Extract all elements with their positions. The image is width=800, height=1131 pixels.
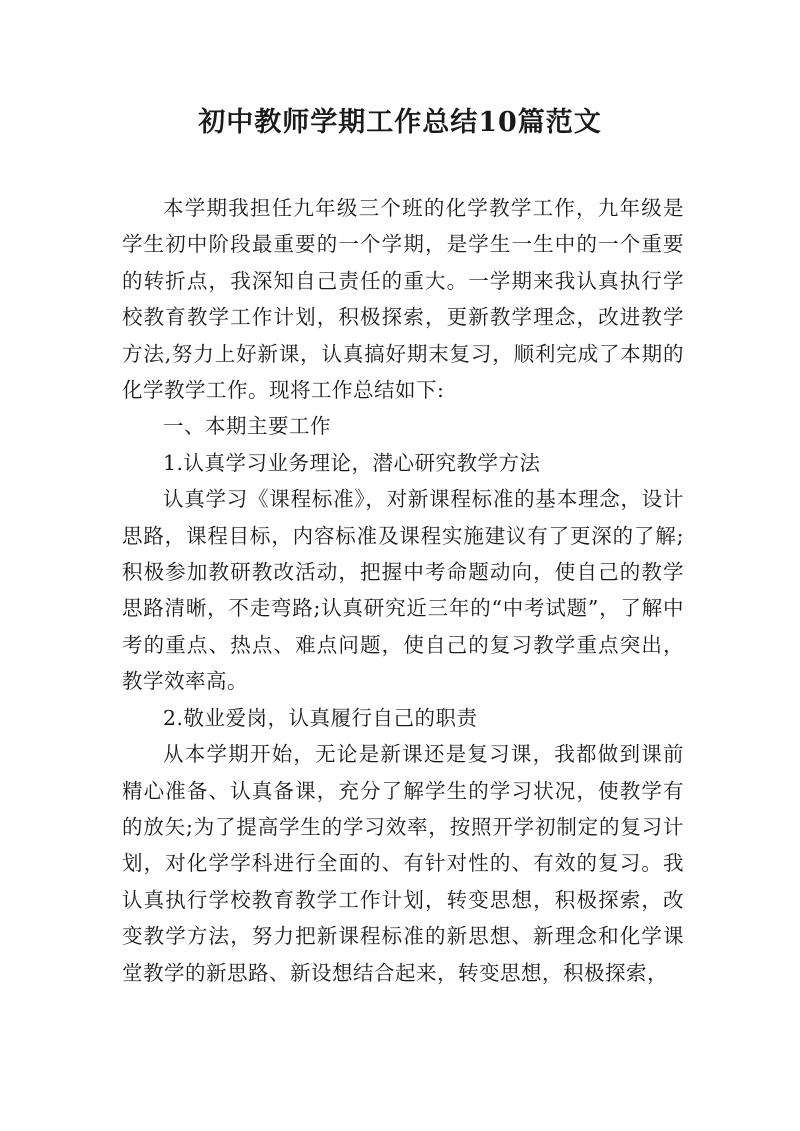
section-heading-main-work: 一、本期主要工作 bbox=[163, 414, 331, 439]
document-body bbox=[122, 190, 684, 991]
paragraph-study-theory: 认真学习《课程标准》，对新课程标准的基本理念，设计思路，课程目标，内容标准及课程实施建议有了更深的了解;积极参加教研教改活动，把握中考命题动向，使自己的教学思路清晰，不走弯路;认真研究近三年的“中考试题”，了解中考的重点、热点、难点问题，使自己的复习教学重点突出，教学效率高。 bbox=[122, 487, 684, 694]
paragraph-intro: 本学期我担任九年级三个班的化学教学工作，九年级是学生初中阶段最重要的一个学期，是学生一生中的一个重要的转折点，我深知自己责任的重大。一学期来我认真执行学校教育教学工作计划，积极探索，更新教学理念，改进教学方法,努力上好新课，认真搞好期末复习，顺利完成了本期的化学教学工作。现将工作总结如下: bbox=[122, 196, 684, 403]
document-title: 初中教师学期工作总结10篇范文 bbox=[198, 107, 602, 138]
paragraph-dedication: 从本学期开始，无论是新课还是复习课，我都做到课前精心准备、认真备课，充分了解学生的学习状况，使教学有的放矢;为了提高学生的学习效率，按照开学初制定的复习计划，对化学学科进行全面的、有针对性的、有效的复习。我认真执行学校教育教学工作计划，转变思想，积极探索，改变教学方法，努力把新课程标准的新思想、新理念和化学课堂教学的新思路、新设想结合起来，转变思想，积极探索， bbox=[122, 742, 684, 985]
subheading-dedication: 2.敬业爱岗，认真履行自己的职责 bbox=[163, 705, 478, 730]
subheading-study-theory: 1.认真学习业务理论，潜心研究教学方法 bbox=[163, 450, 541, 475]
